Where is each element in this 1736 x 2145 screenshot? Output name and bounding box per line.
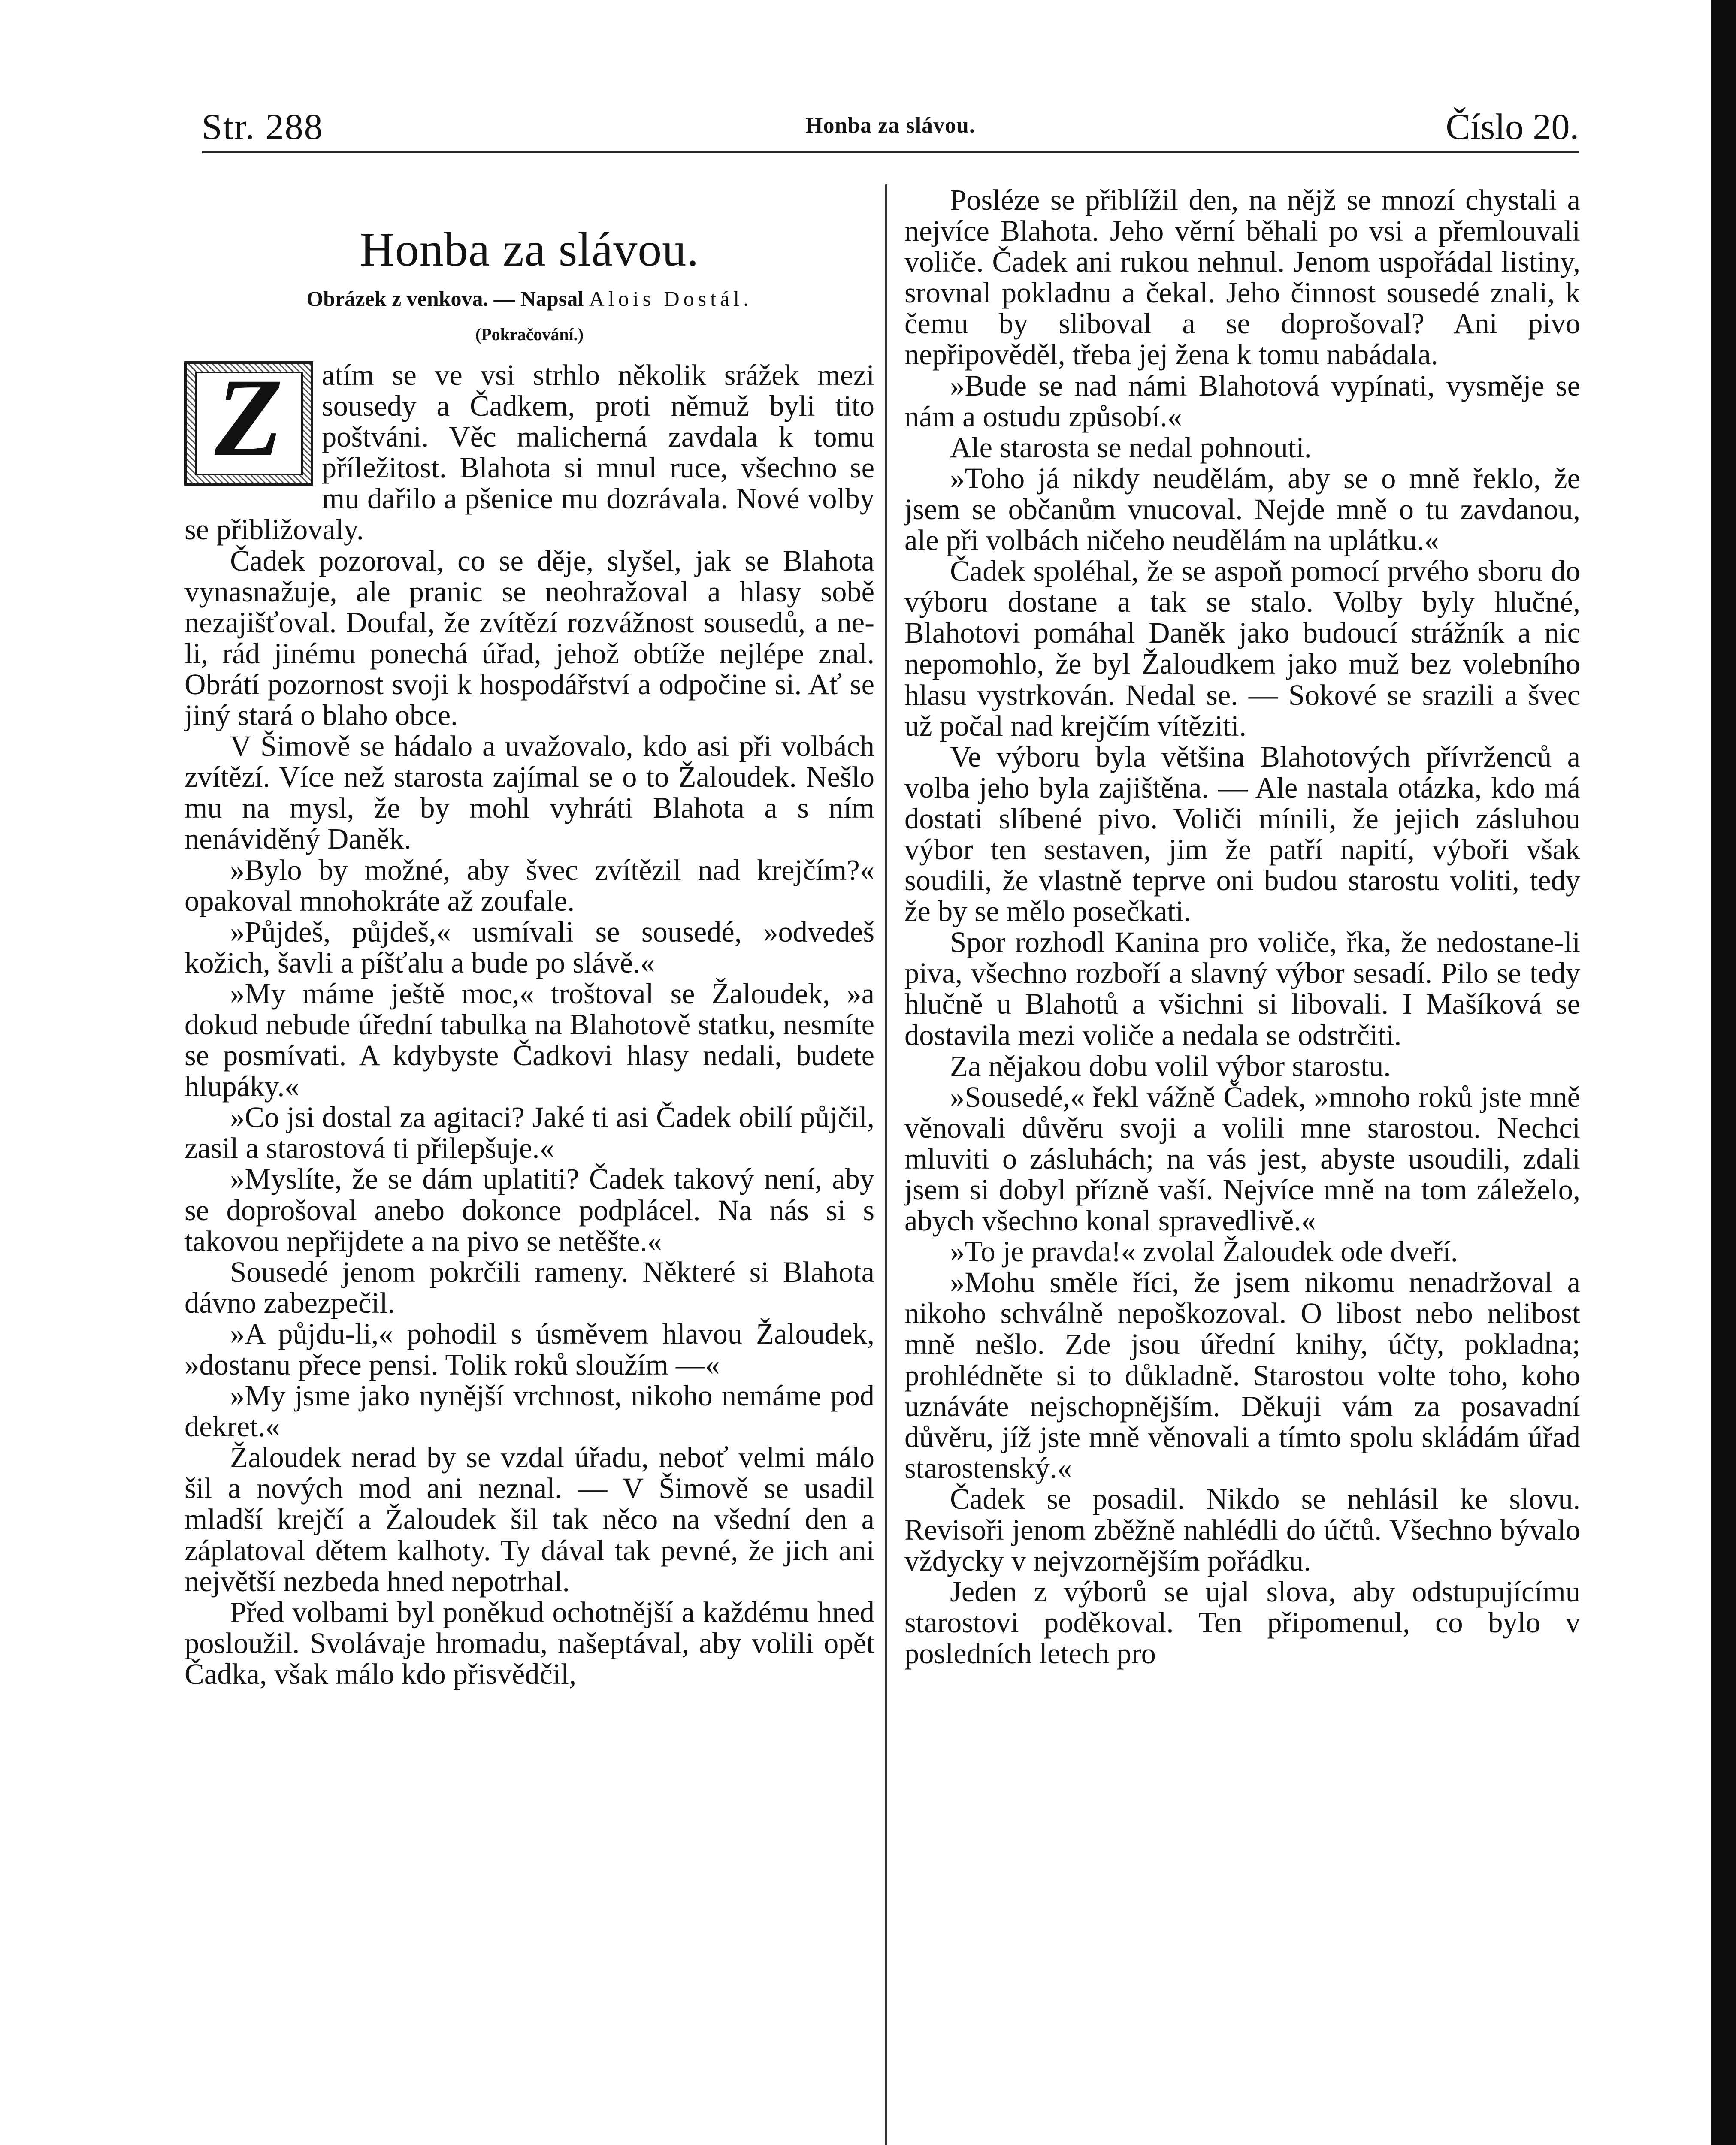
right-column (904, 184, 1580, 1669)
author-name: Alois Dostál. (589, 287, 753, 311)
paragraph: Před volbami byl poněkud ochotnější a každému hned posloužil. Svolávaje hromadu, našeptával, aby volili opět Čadka, však málo kdo přisvědčil, (184, 1595, 874, 1690)
issue-number: Číslo 20. (1446, 106, 1579, 147)
paragraph: Sousedé jenom pokrčili rameny. Některé si Blahota dávno zabezpečil. (184, 1255, 874, 1319)
paragraph: »A půjdu-li,« pohodil s úsměvem hlavou Žaloudek, »dostanu přece pensi. Tolik roků sloužím —« (184, 1317, 874, 1381)
paragraph: »Sousedé,« řekl vážně Čadek, »mnoho roků jste mně věnovali důvěru svoji a volili mne starostou. Nechci mluviti o zásluhách; na vás jest, abyste usoudili, zdali jsem si dobyl přízně vaší. Nejvíce mně na tom záleželo, abych všechno konal spravedlivě.« (904, 1080, 1580, 1237)
paragraph: V Šimově se hádalo a uvažovalo, kdo asi při volbách zvítězí. Více než starosta zajímal se o to Žaloudek. Nešlo mu na mysl, že by mohl vyhráti Blahota a s ním nenáviděný Daněk. (184, 730, 874, 855)
paragraph: »Co jsi dostal za agitaci? Jaké ti asi Čadek obilí půjčil, zasil a starostová ti přilepšuje.« (184, 1101, 874, 1165)
paragraph: Ale starosta se nedal pohnouti. (950, 431, 1312, 464)
byline-prefix: Obrázek z venkova. — Napsal (306, 287, 584, 311)
first-paragraph-text: atím se ve vsi strhlo několik srážek mezi sousedy a Čadkem, proti němuž byli tito poštváni. Věc malicherná zavdala k tomu příležitost. Blahota si mnul ruce, všechno se mu dařilo a pšenice mu dozrávala. Nové volby se přibližovaly. (184, 359, 874, 546)
paragraph: »Půjdeš, půjdeš,« usmívali se sousedé, »odvedeš kožich, šavli a píšťalu a bude po slávě.« (184, 915, 874, 979)
paragraph: »Mohu směle říci, že jsem nikomu nenadržoval a nikoho schválně nepoškozoval. O libost nebo nelibost mně nešlo. Zde jsou úřední knihy, účty, pokladna; prohlédněte si to důkladně. Starostou volte toho, koho uznáváte nejschopnějším. Děkuji vám za posavadní důvěru, jíž jste mně věnovali a tímto spolu skládám úřad starostenský.« (904, 1266, 1580, 1484)
paragraph: »Toho já nikdy neudělám, aby se o mně řeklo, že jsem se občanům vnucoval. Nejde mně o tu zavdanou, ale při volbách ničeho neudělám na uplátku.« (904, 462, 1580, 557)
paragraph: »My máme ještě moc,« troštoval se Žaloudek, »a dokud nebude úřední tabulka na Blahotově statku, nesmíte se posmívati. A kdybyste Čadkovi hlasy nedali, budete hlupáky.« (184, 977, 874, 1103)
paragraph: Žaloudek nerad by se vzdal úřadu, neboť velmi málo šil a nových mod ani neznal. — V Šimově se usadil mladší krejčí a Žaloudek šil tak něco na všední den a záplatoval dětem kalhoty. Ty dával tak pevné, že jich ani největší nezbeda hned nepotrhal. (184, 1441, 874, 1598)
paragraph: Jeden z výborů se ujal slova, aby odstupujícímu starostovi poděkoval. Ten připomenul, co bylo v posledních letech pro (904, 1575, 1580, 1670)
paragraph: Za nějakou dobu volil výbor starostu. (950, 1049, 1391, 1082)
first-paragraph (184, 356, 874, 546)
paragraph: Čadek pozoroval, co se děje, slyšel, jak se Blahota vynasnažuje, ale pranic se neohražoval a hlasy sobě nezajišťoval. Doufal, že zvítězí rozvážnost sousedů, a ne-li, rád jinému ponechá úřad, jehož obtíže nejlépe znal. Obrátí pozornost svoji k hospodářství a odpočine si. Ať se jiný stará o blaho obce. (184, 544, 874, 732)
page-number: Str. 288 (202, 106, 324, 147)
header-rule (202, 151, 1579, 153)
running-title: Honba za slávou. (805, 113, 975, 138)
paragraph: »My jsme jako nynější vrchnost, nikoho nemáme pod dekret.« (184, 1379, 874, 1443)
article-title: Honba za slávou. (360, 223, 699, 276)
drop-cap-ornament (184, 356, 313, 486)
paragraph: Čadek spoléhal, že se aspoň pomocí prvého sboru do výboru dostane a tak se stalo. Volby byly hlučné, Blahotovi pomáhal Daněk jako budoucí strážník a nic nepomohlo, že byl Žaloudkem jako muž bez volebního hlasu vystrkován. Nedal se. — Sokové se srazili a švec už počal nad krejčím vítěziti. (904, 555, 1580, 742)
paragraph: »Myslíte, že se dám uplatiti? Čadek takový není, aby se doprošoval anebo dokonce podplácel. Na nás si s takovou nepřijdete a na pivo se netěšte.« (184, 1163, 874, 1257)
continuation-note: (Pokračování.) (475, 325, 584, 344)
paragraph: »To je pravda!« zvolal Žaloudek ode dveří. (950, 1235, 1458, 1268)
page-edge (1711, 0, 1736, 2145)
drop-cap-letter: Z (215, 356, 283, 479)
paragraph: Spor rozhodl Kanina pro voliče, řka, že nedostane-li piva, všechno rozboří a slavný výbor sesadí. Pilo se tedy hlučně u Blahotů a všichni si libovali. I Mašíková se dostavila mezi voliče a nedala se odstrčiti. (904, 926, 1580, 1051)
paragraph: Posléze se přiblížil den, na nějž se mnozí chystali a nejvíce Blahota. Jeho věrní běhali po vsi a přemlouvali voliče. Čadek ani rukou nehnul. Jenom uspořádal listiny, srovnal pokladnu a čekal. Jeho činnost sousedé znali, k čemu by sliboval a se doprošoval? Ani pivo nepřipověděl, třeba jej žena k tomu nabádala. (904, 184, 1580, 371)
running-header (202, 105, 1579, 157)
paragraph: Čadek se posadil. Nikdo se nehlásil ke slovu. Revisoři jenom zběžně nahlédli do účtů. Všechno bývalo vždycky v nejvzornějším pořádku. (904, 1482, 1580, 1577)
column-rule (885, 184, 887, 2145)
paragraph: »Bylo by možné, aby švec zvítězil nad krejčím?« opakoval mnohokráte až zoufale. (184, 853, 874, 917)
article-byline (184, 285, 874, 312)
paragraph: »Bude se nad námi Blahotová vypínati, vysměje se nám a ostudu způsobí.« (904, 369, 1580, 433)
paragraph: Ve výboru byla většina Blahotových přívrženců a volba jeho byla zajištěna. — Ale nastala otázka, kdo má dostati slíbené pivo. Voliči mínili, že jejich zásluhou výbor ten sestaven, jim že patří napití, výboři však soudili, že vlastně teprve oni budou starostu voliti, tedy že by se mělo posečkati. (904, 740, 1580, 928)
left-column (184, 184, 874, 1689)
